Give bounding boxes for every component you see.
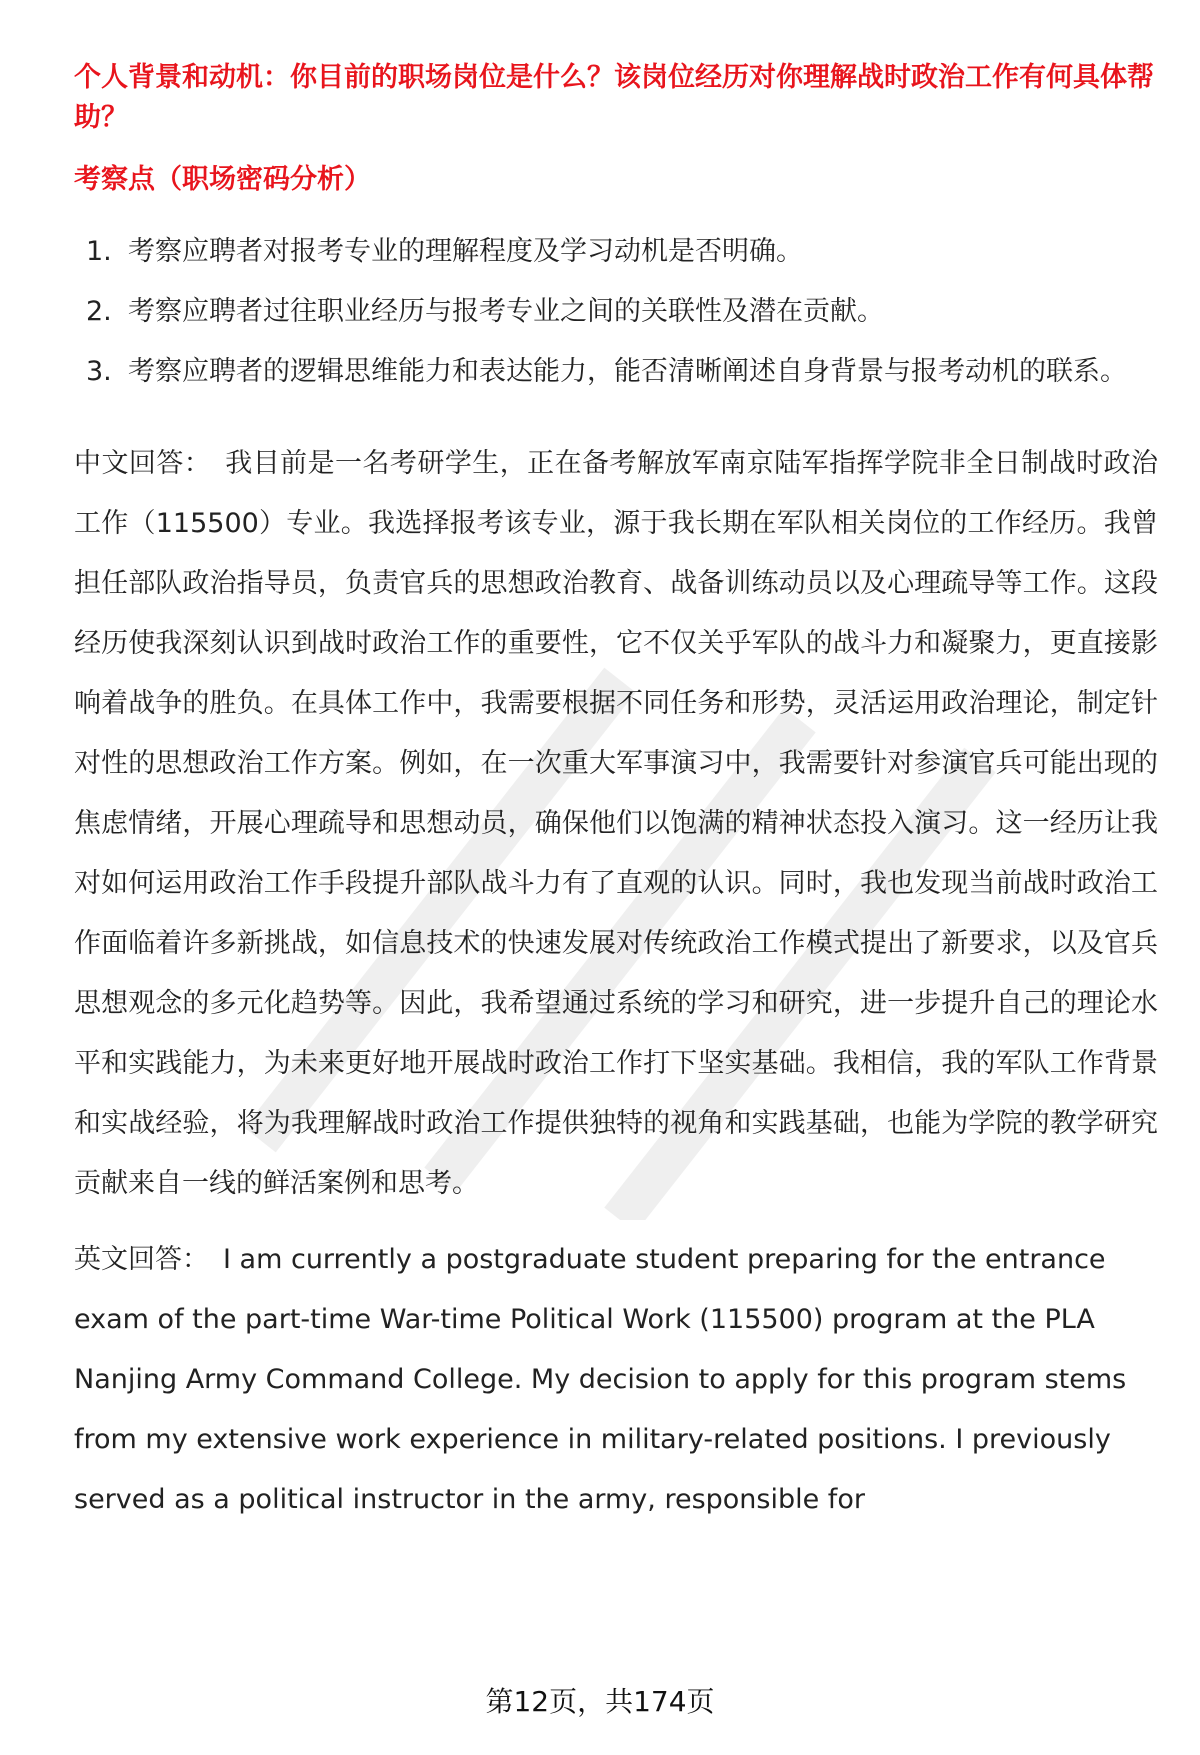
list-item-number: 2.: [86, 296, 112, 327]
assessment-points-list: [74, 222, 1158, 402]
chinese-answer: [74, 434, 1158, 1214]
chinese-answer-text: 我目前是一名考研学生，正在备考解放军南京陆军指挥学院非全日制战时政治工作（115500）专业。我选择报考该专业，源于我长期在军队相关岗位的工作经历。我曾担任部队政治指导员，负责官兵的思想政治教育、战备训练动员以及心理疏导等工作。这段经历使我深刻认识到战时政治工作的重要性，它不仅关乎军队的战斗力和凝聚力，更直接影响着战争的胜负。在具体工作中，我需要根据不同任务和形势，灵活运用政治理论，制定针对性的思想政治工作方案。例如，在一次重大军事演习中，我需要针对参演官兵可能出现的焦虑情绪，开展心理疏导和思想动员，确保他们以饱满的精神状态投入演习。这一经历让我对如何运用政治工作手段提升部队战斗力有了直观的认识。同时，我也发现当前战时政治工作面临着许多新挑战，如信息技术的快速发展对传统政治工作模式提出了新要求，以及官兵思想观念的多元化趋势等。因此，我希望通过系统的学习和研究，进一步提升自己的理论水平和实践能力，为未来更好地开展战时政治工作打下坚实基础。我相信，我的军队工作背景和实战经验，将为我理解战时政治工作提供独特的视角和实践基础，也能为学院的教学研究贡献来自一线的鲜活案例和思考。: [74, 448, 1159, 1199]
list-item-number: 3.: [86, 356, 112, 387]
list-item-text: 考察应聘者对报考专业的理解程度及学习动机是否明确。: [128, 236, 803, 267]
list-item-number: 1.: [86, 236, 112, 267]
chinese-answer-label: 中文回答：: [74, 448, 212, 479]
english-answer: [74, 1230, 1158, 1530]
list-item: [74, 222, 1158, 282]
list-item: [74, 282, 1158, 342]
list-item-text: 考察应聘者过往职业经历与报考专业之间的关联性及潜在贡献。: [128, 296, 884, 327]
english-answer-label: 英文回答：: [74, 1244, 209, 1275]
list-item-text: 考察应聘者的逻辑思维能力和表达能力，能否清晰阐述自身背景与报考动机的联系。: [128, 356, 1127, 387]
list-item: [74, 342, 1158, 402]
question-heading: 个人背景和动机：你目前的职场岗位是什么？该岗位经历对你理解战时政治工作有何具体帮助？: [74, 62, 1154, 133]
section-label: 考察点（职场密码分析）: [74, 164, 371, 195]
english-answer-text: I am currently a postgraduate student preparing for the entrance exam of the part-time War-time Political Work (115500) program at the PLA Nanjing Army Command College. My decision to apply for this program stems from my extensive work experience in military-related positions. I previously served as a political instructor in the army, responsible for: [74, 1244, 1127, 1515]
document-page: [74, 58, 1158, 1530]
page-number-footer: 第12页，共174页: [485, 1685, 715, 1718]
